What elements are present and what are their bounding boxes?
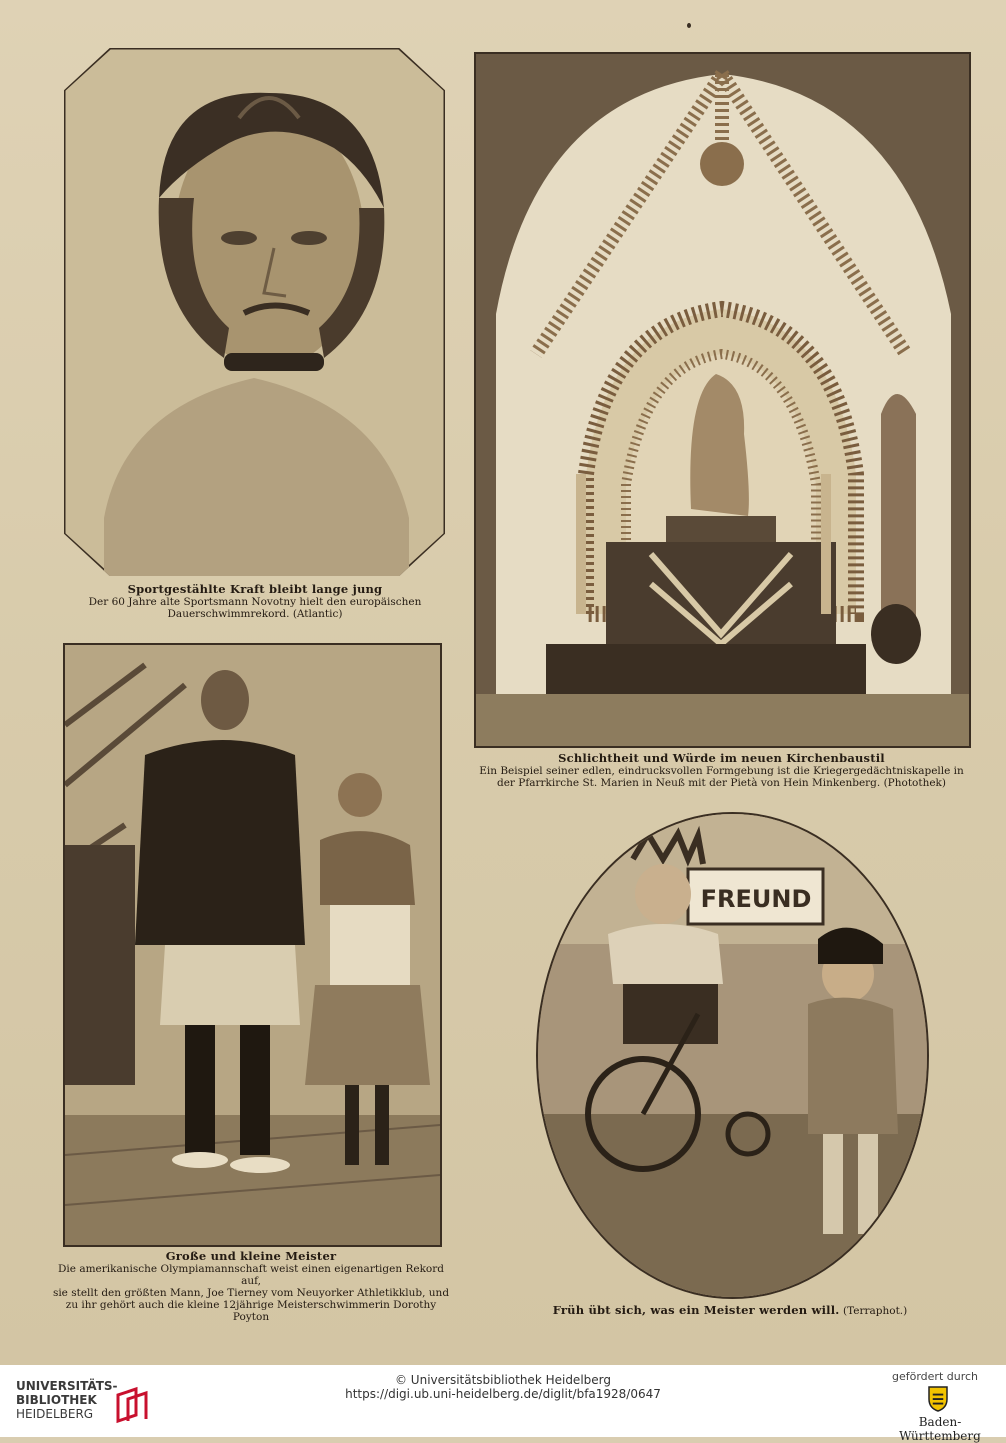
olympians-caption-title: Große und kleine Meister	[165, 1249, 337, 1263]
swimmer-caption-title: Sportgestählte Kraft bleibt lange jung	[127, 582, 383, 596]
olympians-caption-line-2: sie stellt den größten Mann, Joe Tierney vom Neuyorker Athletikklub, und	[52, 1287, 450, 1300]
olympians-image	[65, 645, 440, 1245]
ink-dot	[687, 23, 691, 28]
library-name	[16, 1379, 118, 1421]
swimmer-caption-line-1: Der 60 Jahre alte Sportsmann Novotny hielt den europäischen	[88, 596, 422, 609]
baden-wuerttemberg-crest-icon[interactable]	[920, 1384, 956, 1414]
swimmer-caption	[70, 583, 440, 620]
chapel-caption	[474, 752, 969, 789]
chapel-photo	[474, 52, 971, 748]
library-name-line-1: UNIVERSITÄTS-	[16, 1379, 118, 1393]
chapel-caption-title: Schlichtheit und Würde im neuen Kirchenbaustil	[558, 751, 885, 765]
footer-bar	[0, 1365, 1006, 1443]
swimmer-portrait-photo	[64, 48, 445, 576]
library-name-line-2: BIBLIOTHEK	[16, 1393, 97, 1407]
olympians-photo	[63, 643, 442, 1247]
children-image	[538, 814, 927, 1297]
olympians-caption	[52, 1250, 450, 1324]
olympians-caption-line-1: Die amerikanische Olympiamannschaft weist einen eigenartigen Rekord auf,	[58, 1263, 444, 1288]
funded-by-label: gefördert durch	[891, 1370, 979, 1383]
swimmer-caption-line-2: Dauerschwimmrekord. (Atlantic)	[167, 608, 343, 621]
children-caption-title: Früh übt sich, was ein Meister werden will.	[552, 1303, 840, 1317]
page-url-link[interactable]: https://digi.ub.uni-heidelberg.de/diglit/bfa1928/0647	[345, 1387, 661, 1401]
library-name-line-3: HEIDELBERG	[16, 1407, 94, 1421]
children-photo	[536, 812, 929, 1299]
freund-sign-text: FREUND	[700, 885, 812, 913]
olympians-caption-line-3: zu ihr gehört auch die kleine 12jährige Meisterschwimmerin Dorothy Poyton	[65, 1299, 437, 1324]
swimmer-portrait-image	[64, 48, 445, 576]
chapel-caption-line-1: Ein Beispiel seiner edlen, eindrucksvollen Formgebung ist die Kriegergedächtniskapelle in	[479, 765, 964, 778]
children-caption-credit: (Terraphot.)	[842, 1305, 908, 1317]
chapel-image	[476, 54, 969, 746]
library-logo[interactable]	[16, 1379, 146, 1429]
library-emblem-icon	[114, 1385, 154, 1425]
children-caption	[520, 1304, 940, 1318]
chapel-caption-line-2: der Pfarrkirche St. Marien in Neuß mit der Pietà von Hein Minkenberg. (Photothek)	[496, 777, 947, 790]
sponsor-name: Baden-Württemberg	[899, 1415, 981, 1443]
copyright-text: © Universitätsbibliothek Heidelberg	[394, 1373, 611, 1387]
